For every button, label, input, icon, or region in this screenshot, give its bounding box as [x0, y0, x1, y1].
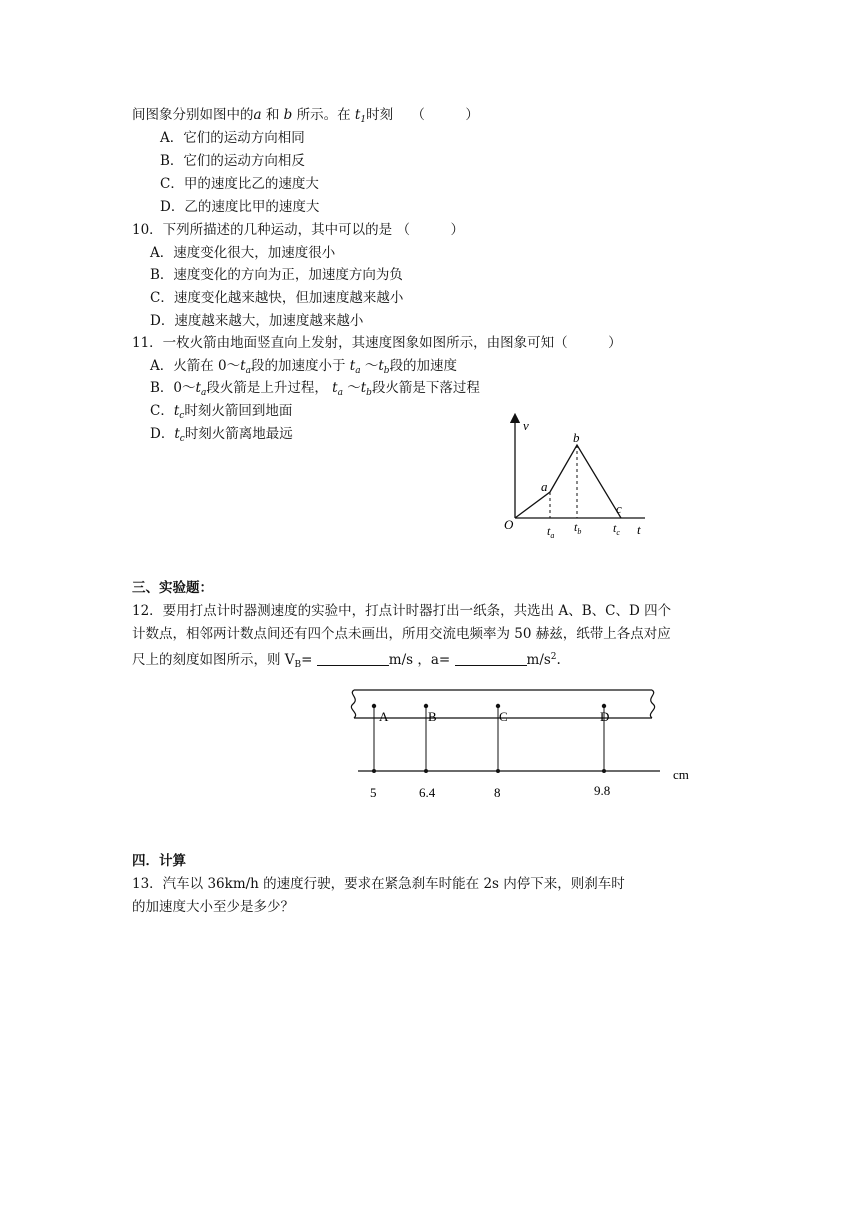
a-answer-blank[interactable] [455, 653, 527, 666]
graph-tick-tb: $t_b$ [574, 520, 582, 536]
section4-title: 四．计算 [132, 853, 186, 869]
q9-var-t: t [354, 107, 361, 123]
q11-a-s3: b [383, 366, 390, 376]
q11-a-s2: a [355, 366, 361, 376]
q10-stem: 10．下列所描述的几种运动，其中可以的是 （ ） [132, 222, 464, 238]
q9-stem-d: 时刻 [366, 107, 394, 123]
q13-line2: 的加速度大小至少是多少？ [132, 899, 294, 915]
q11-option-a [150, 357, 457, 380]
q11-b-s1: a [200, 388, 207, 398]
q11-a-t3: t [378, 358, 384, 374]
q12-line1: 12．要用打点计时器测速度的实验中，打点计时器打出一纸条，共选出 A、B、C、D 四个 [132, 603, 672, 619]
q9-var-t-sub: 1 [360, 115, 367, 125]
q9-stem-b: 和 [265, 107, 280, 123]
q9-answer-paren: （ ） [411, 107, 479, 123]
q12-line2: 计数点，相邻两计数点间还有四个点未画出，所用交流电频率为 50 赫兹，纸带上各点对应 [132, 626, 671, 642]
q11-a-p1: A．火箭在 0～ [150, 358, 241, 374]
q11-c-p2: 时刻火箭回到地面 [184, 403, 293, 419]
q10-option-b: B．速度变化的方向为正，加速度方向为负 [150, 267, 403, 283]
q11-option-c [150, 402, 292, 425]
q11-option-d [150, 425, 293, 448]
q11-b-p4: 段火箭是下落过程 [371, 380, 480, 396]
q11-d-t1: t [174, 426, 180, 442]
q12-text-g: . [556, 652, 561, 668]
q9-var-b: b [283, 107, 293, 123]
q11-d-s1: c [179, 434, 185, 444]
graph-tick-ta: $t_a$ [547, 524, 555, 540]
q9-option-d: D．乙的速度比甲的速度大 [160, 199, 320, 215]
q11-a-t1: t [240, 358, 246, 374]
section3-title: 三、实验题： [132, 580, 213, 596]
ruler-reading-a: 5 [370, 785, 377, 800]
q12-line3 [132, 648, 561, 674]
q12-vb-sub: B [294, 660, 302, 670]
tape-label-c: C [499, 709, 508, 724]
graph-point-c: c [616, 501, 622, 516]
q12-text-c: = [301, 652, 317, 668]
q11-b-t3: t [360, 380, 367, 396]
q11-b-t2: t [332, 380, 338, 396]
tape-left-tear [351, 690, 355, 718]
q11-b-p3: ～ [342, 380, 361, 396]
ruler-reading-c: 8 [494, 785, 501, 800]
graph-point-b: b [573, 430, 580, 445]
ruler-reading-d: 9.8 [594, 783, 611, 798]
q12-text-e: m/s [526, 652, 551, 668]
q11-c-p1: C． [150, 403, 174, 419]
q9-option-a: A．它们的运动方向相同 [160, 130, 305, 146]
ruler-reading-b: 6.4 [419, 785, 436, 800]
q11-b-s3: b [366, 388, 372, 398]
graph-y-label: v [523, 418, 529, 433]
q11-b-p2: 段火箭是上升过程， [206, 380, 333, 396]
q9-stem-c: 所示。在 [296, 107, 351, 123]
q12-text-a: 尺上的刻度如图所示，则 V [132, 652, 295, 668]
q11-b-p1: B．0～ [150, 380, 196, 396]
velocity-time-graph [495, 410, 660, 545]
q11-b-t1: t [195, 380, 201, 396]
graph-tick-tc: $t_c$ [613, 521, 620, 537]
q9-var-a: a [253, 107, 262, 123]
q11-c-s1: c [179, 411, 185, 421]
q10-option-c: C．速度变化越来越快，但加速度越来越小 [150, 290, 404, 306]
graph-point-a: a [541, 479, 548, 494]
graph-velocity-line [515, 445, 621, 518]
graph-x-label: t [637, 522, 641, 537]
ticker-tape-diagram [340, 682, 700, 807]
tape-right-tear [650, 690, 654, 718]
q11-a-p3: ～ [360, 358, 379, 374]
tape-label-a: A [379, 709, 389, 724]
q11-option-b [150, 379, 480, 402]
graph-origin-label: O [504, 517, 514, 532]
q11-a-t2: t [349, 358, 356, 374]
q10-option-a: A．速度变化很大，加速度很小 [150, 245, 336, 261]
q11-a-p4: 段的加速度 [389, 358, 458, 374]
q9-option-c: C．甲的速度比乙的速度大 [160, 176, 319, 192]
q11-stem: 11．一枚火箭由地面竖直向上发射，其速度图象如图所示，由图象可知（ ） [132, 335, 622, 351]
tape-label-b: B [428, 709, 437, 724]
tape-point-a [372, 704, 376, 773]
q9-option-b: B．它们的运动方向相反 [160, 153, 305, 169]
q11-d-p2: 时刻火箭离地最远 [184, 426, 293, 442]
q12-sup: 2 [550, 652, 557, 662]
ruler-unit: cm [673, 767, 689, 782]
q9-stem-a: 间图象分别如图中的 [132, 107, 254, 123]
vb-answer-blank[interactable] [317, 653, 389, 666]
q11-b-s2: a [337, 388, 343, 398]
q11-c-t1: t [173, 403, 180, 419]
q10-option-d: D．速度越来越大，加速度越来越小 [150, 313, 364, 329]
q9-stem [132, 106, 479, 129]
q11-a-s1: a [245, 366, 251, 376]
q11-a-p2: 段的加速度小于 [250, 358, 350, 374]
tape-label-d: D [600, 709, 610, 724]
q11-d-p1: D． [150, 426, 175, 442]
q12-text-d: m/s ，a= [388, 652, 455, 668]
q13-line1: 13．汽车以 36km/h 的速度行驶，要求在紧急刹车时能在 2s 内停下来，则刹车时 [132, 876, 625, 892]
